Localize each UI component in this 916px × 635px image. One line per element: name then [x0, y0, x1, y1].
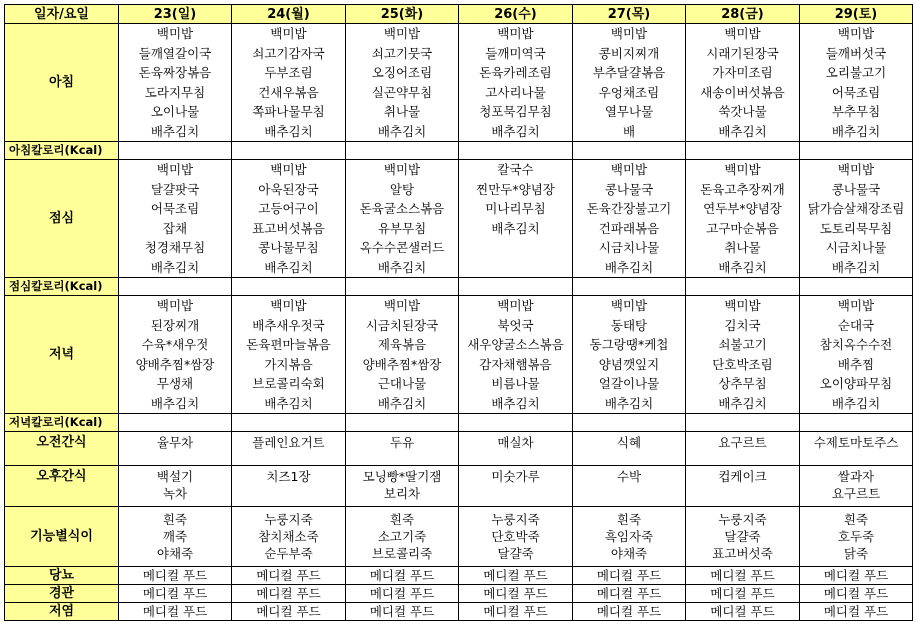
calorie-label: 점심칼로리(Kcal)	[5, 278, 119, 296]
meal-cell	[800, 24, 913, 142]
menu-item: 동그랑땡*케첩	[589, 337, 669, 352]
meal-cell	[800, 296, 913, 414]
special-diet-cell: 메디컬 푸드	[232, 567, 346, 585]
menu-item: 돈육간장불고기	[586, 201, 672, 216]
meal-cell	[686, 24, 800, 142]
menu-item: 요구르트	[831, 486, 881, 501]
menu-item: 배추김치	[718, 259, 767, 275]
menu-item: 배추김치	[377, 259, 427, 275]
meal-cell	[573, 296, 686, 414]
calorie-cell	[232, 278, 346, 296]
menu-item: 누룽지죽	[718, 512, 767, 527]
meal-cell	[232, 296, 346, 414]
special-diet-cell: 메디컬 푸드	[459, 603, 573, 621]
menu-item: 김치국	[724, 317, 761, 333]
meal-cell	[232, 160, 346, 278]
menu-item: 배추김치	[491, 220, 540, 236]
menu-item: 율무차	[156, 435, 194, 450]
menu-item: 실곤약무침	[371, 84, 433, 100]
meal-cell	[459, 160, 573, 278]
calorie-label: 저녁칼로리(Kcal)	[5, 414, 119, 432]
menu-item: 콩나물무침	[258, 240, 319, 255]
menu-item: 들깨버섯국	[825, 45, 887, 61]
menu-item: 배추김치	[831, 395, 881, 411]
menu-item: 시금치나물	[825, 240, 887, 255]
calorie-cell	[346, 142, 459, 160]
menu-item: 칼국수	[497, 162, 534, 177]
menu-item: 브로콜리죽	[371, 546, 433, 561]
menu-item: 흑임자죽	[604, 529, 654, 544]
menu-item: 백미밥	[610, 26, 648, 41]
menu-item: 시금치된장국	[365, 317, 439, 333]
menu-item: 배추김치	[150, 259, 200, 275]
afternoon-snack-label: 오후간식	[5, 466, 119, 507]
special-diet-cell: 메디컬 푸드	[800, 567, 913, 585]
menu-item: 백미밥	[270, 26, 307, 41]
meal-cell	[800, 160, 913, 278]
menu-item: 브로콜리숙회	[252, 376, 325, 391]
special-diet-label: 경관	[5, 585, 119, 603]
functional-diet-label: 기능별식이	[5, 507, 119, 567]
menu-item: 모닝빵*딸기잼	[362, 469, 442, 484]
menu-item: 배추김치	[604, 259, 654, 275]
weekly-menu-table	[4, 4, 913, 621]
menu-item: 요구르트	[718, 435, 767, 450]
meal-cell	[459, 24, 573, 142]
menu-item: 백미밥	[156, 298, 194, 313]
calorie-cell	[800, 414, 913, 432]
menu-item: 두부조림	[264, 65, 313, 80]
calorie-cell	[459, 414, 573, 432]
menu-body	[5, 24, 913, 621]
menu-item: 취나물	[383, 104, 421, 119]
menu-item: 쇠불고기	[718, 337, 767, 352]
functional-diet-cell	[119, 507, 232, 567]
menu-item: 쇠고기감자국	[252, 45, 325, 61]
morning-snack-cell	[686, 432, 800, 466]
menu-item: 알탕	[389, 181, 415, 197]
afternoon-snack-cell	[232, 466, 346, 507]
menu-item: 고사리나물	[485, 84, 546, 100]
meal-cell	[686, 160, 800, 278]
menu-item: 순두부죽	[264, 546, 313, 561]
menu-item: 쇠고기뭇국	[371, 45, 433, 61]
special-diet-cell: 메디컬 푸드	[573, 585, 686, 603]
header-day: 27(목)	[573, 5, 686, 24]
calorie-cell	[686, 278, 800, 296]
menu-item: 표고버섯볶음	[252, 220, 325, 236]
special-diet-cell: 메디컬 푸드	[346, 585, 459, 603]
menu-item: 흰죽	[616, 512, 642, 527]
menu-item: 콩나물국	[831, 181, 881, 197]
menu-item: 백미밥	[156, 162, 194, 177]
menu-item: 깨죽	[162, 529, 188, 544]
special-diet-cell: 메디컬 푸드	[346, 603, 459, 621]
menu-item: 백미밥	[497, 26, 534, 41]
special-diet-cell: 메디컬 푸드	[119, 585, 232, 603]
menu-item: 들깨열갈이국	[138, 45, 212, 61]
special-diet-cell: 메디컬 푸드	[119, 567, 232, 585]
meal-cell	[686, 296, 800, 414]
calorie-cell	[459, 278, 573, 296]
menu-item: 시래기된장국	[706, 45, 779, 61]
menu-item: 취나물	[724, 240, 761, 255]
menu-item: 양배추찜*쌈장	[362, 356, 442, 372]
menu-item: 배추김치	[264, 123, 313, 139]
menu-item: 북엇국	[497, 317, 534, 333]
menu-item: 흰죽	[843, 512, 869, 527]
menu-item: 연두부*양념장	[703, 201, 782, 216]
menu-item: 도라지무침	[144, 84, 206, 100]
special-diet-cell: 메디컬 푸드	[346, 567, 459, 585]
menu-item: 누룽지죽	[264, 512, 313, 527]
menu-item: 배추김치	[718, 123, 767, 139]
menu-item: 도토리묵무침	[819, 220, 893, 236]
calorie-cell	[686, 414, 800, 432]
meal-label: 점심	[5, 160, 119, 278]
menu-item: 아욱된장국	[258, 181, 319, 197]
menu-item: 컵케이크	[718, 469, 767, 484]
menu-item: 흰죽	[389, 512, 415, 527]
header-day: 25(화)	[346, 5, 459, 24]
menu-item: 백미밥	[724, 298, 761, 313]
menu-item: 상추무침	[718, 376, 767, 391]
menu-item: 건파래볶음	[598, 220, 660, 236]
menu-item: 백미밥	[383, 26, 421, 41]
menu-item: 옥수수콘샐러드	[359, 240, 445, 255]
functional-diet-cell	[573, 507, 686, 567]
menu-item: 돈육굴소스볶음	[359, 201, 445, 216]
menu-item: 배추김치	[377, 123, 427, 139]
menu-item: 배추김치	[604, 395, 654, 411]
meal-cell	[346, 24, 459, 142]
menu-item: 배추김치	[491, 395, 540, 411]
calorie-cell	[800, 278, 913, 296]
menu-item: 수육*새우젓	[141, 337, 209, 352]
menu-item: 백미밥	[837, 162, 875, 177]
menu-item: 오이나물	[150, 104, 200, 119]
menu-item: 얼갈이나물	[598, 376, 660, 391]
menu-item: 청경채무침	[144, 240, 206, 255]
special-diet-label: 당뇨	[5, 567, 119, 585]
menu-item: 백미밥	[270, 162, 307, 177]
menu-item: 쌀과자	[837, 469, 875, 484]
menu-item: 호두죽	[837, 529, 875, 544]
morning-snack-label: 오전간식	[5, 432, 119, 466]
menu-item: 된장찌개	[150, 317, 200, 333]
functional-diet-cell	[800, 507, 913, 567]
special-diet-cell: 메디컬 푸드	[686, 603, 800, 621]
menu-item: 감자채햄볶음	[479, 356, 552, 372]
special-diet-cell: 메디컬 푸드	[459, 567, 573, 585]
menu-item: 열무나물	[604, 104, 654, 119]
calorie-cell	[119, 414, 232, 432]
morning-snack-cell	[573, 432, 686, 466]
menu-item: 플레인요거트	[252, 435, 325, 450]
afternoon-snack-cell	[800, 466, 913, 507]
menu-item: 백미밥	[383, 298, 421, 313]
morning-snack-cell	[232, 432, 346, 466]
special-diet-cell: 메디컬 푸드	[686, 567, 800, 585]
menu-item: 고등어구이	[258, 201, 319, 216]
functional-diet-cell	[686, 507, 800, 567]
special-diet-cell: 메디컬 푸드	[800, 603, 913, 621]
calorie-cell	[232, 142, 346, 160]
menu-item: 닭죽	[843, 546, 869, 561]
menu-item: 우엉채조림	[598, 84, 660, 100]
menu-item: 야채죽	[610, 546, 648, 561]
menu-item: 고구마순볶음	[706, 220, 779, 236]
menu-item: 찐만두*양념장	[476, 181, 555, 197]
menu-item: 백미밥	[497, 298, 534, 313]
special-diet-cell: 메디컬 푸드	[573, 603, 686, 621]
menu-item: 제육볶음	[377, 337, 427, 352]
menu-item: 닭가슴살채장조림	[807, 201, 905, 216]
menu-item: 단호박죽	[491, 529, 540, 544]
header-day: 24(월)	[232, 5, 346, 24]
menu-item: 단호박조림	[712, 356, 773, 372]
calorie-label: 아침칼로리(Kcal)	[5, 142, 119, 160]
menu-item: 백미밥	[837, 298, 875, 313]
afternoon-snack-cell	[686, 466, 800, 507]
menu-item: 쪽파나물무침	[252, 104, 325, 119]
special-diet-cell: 메디컬 푸드	[232, 585, 346, 603]
menu-item: 매실차	[497, 435, 534, 450]
menu-item: 배추김치	[831, 123, 881, 139]
header-date-day: 일자/요일	[5, 5, 119, 24]
menu-item: 콩나물국	[604, 181, 654, 197]
menu-item: 미숫가루	[491, 469, 540, 484]
menu-item: 백미밥	[724, 26, 761, 41]
menu-item: 배	[622, 123, 636, 139]
menu-item: 표고버섯죽	[712, 546, 773, 561]
menu-item: 돈육편마늘볶음	[246, 337, 331, 352]
special-diet-cell: 메디컬 푸드	[686, 585, 800, 603]
meal-cell	[573, 24, 686, 142]
meal-cell	[119, 24, 232, 142]
calorie-cell	[573, 142, 686, 160]
menu-item: 달걀팟국	[150, 181, 200, 197]
menu-item: 무생채	[156, 376, 194, 391]
menu-item: 흰죽	[162, 512, 188, 527]
special-diet-label: 저염	[5, 603, 119, 621]
menu-item: 돈육짜장볶음	[138, 65, 212, 80]
menu-item: 오징어조림	[371, 65, 433, 80]
functional-diet-cell	[346, 507, 459, 567]
calorie-cell	[573, 414, 686, 432]
menu-item: 배추김치	[264, 395, 313, 411]
menu-item: 동태탕	[610, 317, 648, 333]
menu-item: 백미밥	[837, 26, 875, 41]
afternoon-snack-cell	[573, 466, 686, 507]
menu-item: 누룽지죽	[491, 512, 540, 527]
menu-item: 근대나물	[377, 376, 427, 391]
special-diet-cell: 메디컬 푸드	[800, 585, 913, 603]
menu-item: 참치채소죽	[258, 529, 319, 544]
meal-cell	[119, 160, 232, 278]
menu-item: 달걀죽	[497, 546, 534, 561]
menu-item: 양배추찜*쌈장	[135, 356, 215, 372]
menu-item: 새송이버섯볶음	[700, 84, 785, 100]
menu-item: 양념깻잎지	[598, 356, 660, 372]
menu-item: 백미밥	[610, 298, 648, 313]
menu-item: 돈육고추장찌개	[700, 181, 785, 197]
menu-item: 배추김치	[831, 259, 881, 275]
menu-item: 콩비지찌개	[598, 45, 660, 61]
menu-item: 순대국	[837, 317, 875, 333]
meal-cell	[459, 296, 573, 414]
menu-item: 치즈1장	[266, 469, 311, 484]
menu-item: 식혜	[616, 435, 642, 450]
menu-item: 부추달걀볶음	[592, 65, 666, 80]
menu-item: 배추김치	[491, 123, 540, 139]
menu-item: 배추김치	[377, 395, 427, 411]
morning-snack-cell	[800, 432, 913, 466]
morning-snack-cell	[346, 432, 459, 466]
menu-item: 수제토마토주스	[813, 435, 899, 450]
menu-item: 배추김치	[718, 395, 767, 411]
functional-diet-cell	[232, 507, 346, 567]
menu-item: 소고기죽	[377, 529, 427, 544]
functional-diet-cell	[459, 507, 573, 567]
meal-cell	[232, 24, 346, 142]
menu-item: 배추새우젓국	[252, 317, 325, 333]
menu-item: 새우양굴소스볶음	[467, 337, 564, 352]
meal-cell	[573, 160, 686, 278]
menu-item: 유부무침	[377, 220, 427, 236]
menu-item: 배추김치	[264, 259, 313, 275]
header-day: 23(일)	[119, 5, 232, 24]
menu-item: 배추찜	[837, 356, 875, 372]
morning-snack-cell	[119, 432, 232, 466]
menu-item: 백미밥	[270, 298, 307, 313]
menu-item: 참치옥수수전	[819, 337, 893, 352]
menu-item: 백미밥	[383, 162, 421, 177]
menu-item: 어묵조림	[831, 84, 881, 100]
menu-item: 건새우볶음	[258, 84, 319, 100]
meal-cell	[119, 296, 232, 414]
meal-label: 저녁	[5, 296, 119, 414]
calorie-cell	[800, 142, 913, 160]
menu-item: 가지볶음	[264, 356, 313, 372]
menu-item: 시금치나물	[598, 240, 660, 255]
afternoon-snack-cell	[119, 466, 232, 507]
menu-item: 보리차	[383, 486, 421, 501]
meal-label: 아침	[5, 24, 119, 142]
calorie-cell	[119, 278, 232, 296]
menu-item: 오이양파무침	[819, 376, 893, 391]
menu-item: 야채죽	[156, 546, 194, 561]
header-day: 26(수)	[459, 5, 573, 24]
menu-item: 백미밥	[610, 162, 648, 177]
menu-item: 배추김치	[150, 123, 200, 139]
calorie-cell	[686, 142, 800, 160]
menu-item: 잡채	[162, 220, 188, 236]
menu-item: 어묵조림	[150, 201, 200, 216]
menu-item: 백미밥	[156, 26, 194, 41]
afternoon-snack-cell	[459, 466, 573, 507]
calorie-cell	[346, 414, 459, 432]
calorie-cell	[119, 142, 232, 160]
meal-cell	[346, 296, 459, 414]
menu-item: 두유	[389, 435, 415, 450]
menu-item: 백미밥	[724, 162, 761, 177]
menu-item: 배추김치	[150, 395, 200, 411]
header-day: 29(토)	[800, 5, 913, 24]
meal-cell	[346, 160, 459, 278]
menu-item: 비름나물	[491, 376, 540, 391]
menu-item: 쑥갓나물	[718, 104, 767, 119]
menu-item: 백설기	[156, 469, 194, 484]
menu-item: 부추무침	[831, 104, 881, 119]
menu-item: 들깨미역국	[485, 45, 546, 61]
special-diet-cell: 메디컬 푸드	[573, 567, 686, 585]
menu-item: 달걀죽	[724, 529, 761, 544]
header-day: 28(금)	[686, 5, 800, 24]
menu-item: 미나리무침	[485, 201, 546, 216]
morning-snack-cell	[459, 432, 573, 466]
special-diet-cell: 메디컬 푸드	[459, 585, 573, 603]
special-diet-cell: 메디컬 푸드	[232, 603, 346, 621]
menu-item: 청포묵김무침	[479, 104, 552, 119]
menu-item: 돈육카레조림	[479, 65, 552, 80]
menu-item: 녹차	[162, 486, 188, 501]
calorie-cell	[232, 414, 346, 432]
menu-item: 수박	[616, 469, 642, 484]
calorie-cell	[346, 278, 459, 296]
special-diet-cell: 메디컬 푸드	[119, 603, 232, 621]
menu-item: 가자미조림	[712, 65, 773, 80]
afternoon-snack-cell	[346, 466, 459, 507]
calorie-cell	[573, 278, 686, 296]
menu-item: 오리불고기	[825, 65, 887, 80]
calorie-cell	[459, 142, 573, 160]
